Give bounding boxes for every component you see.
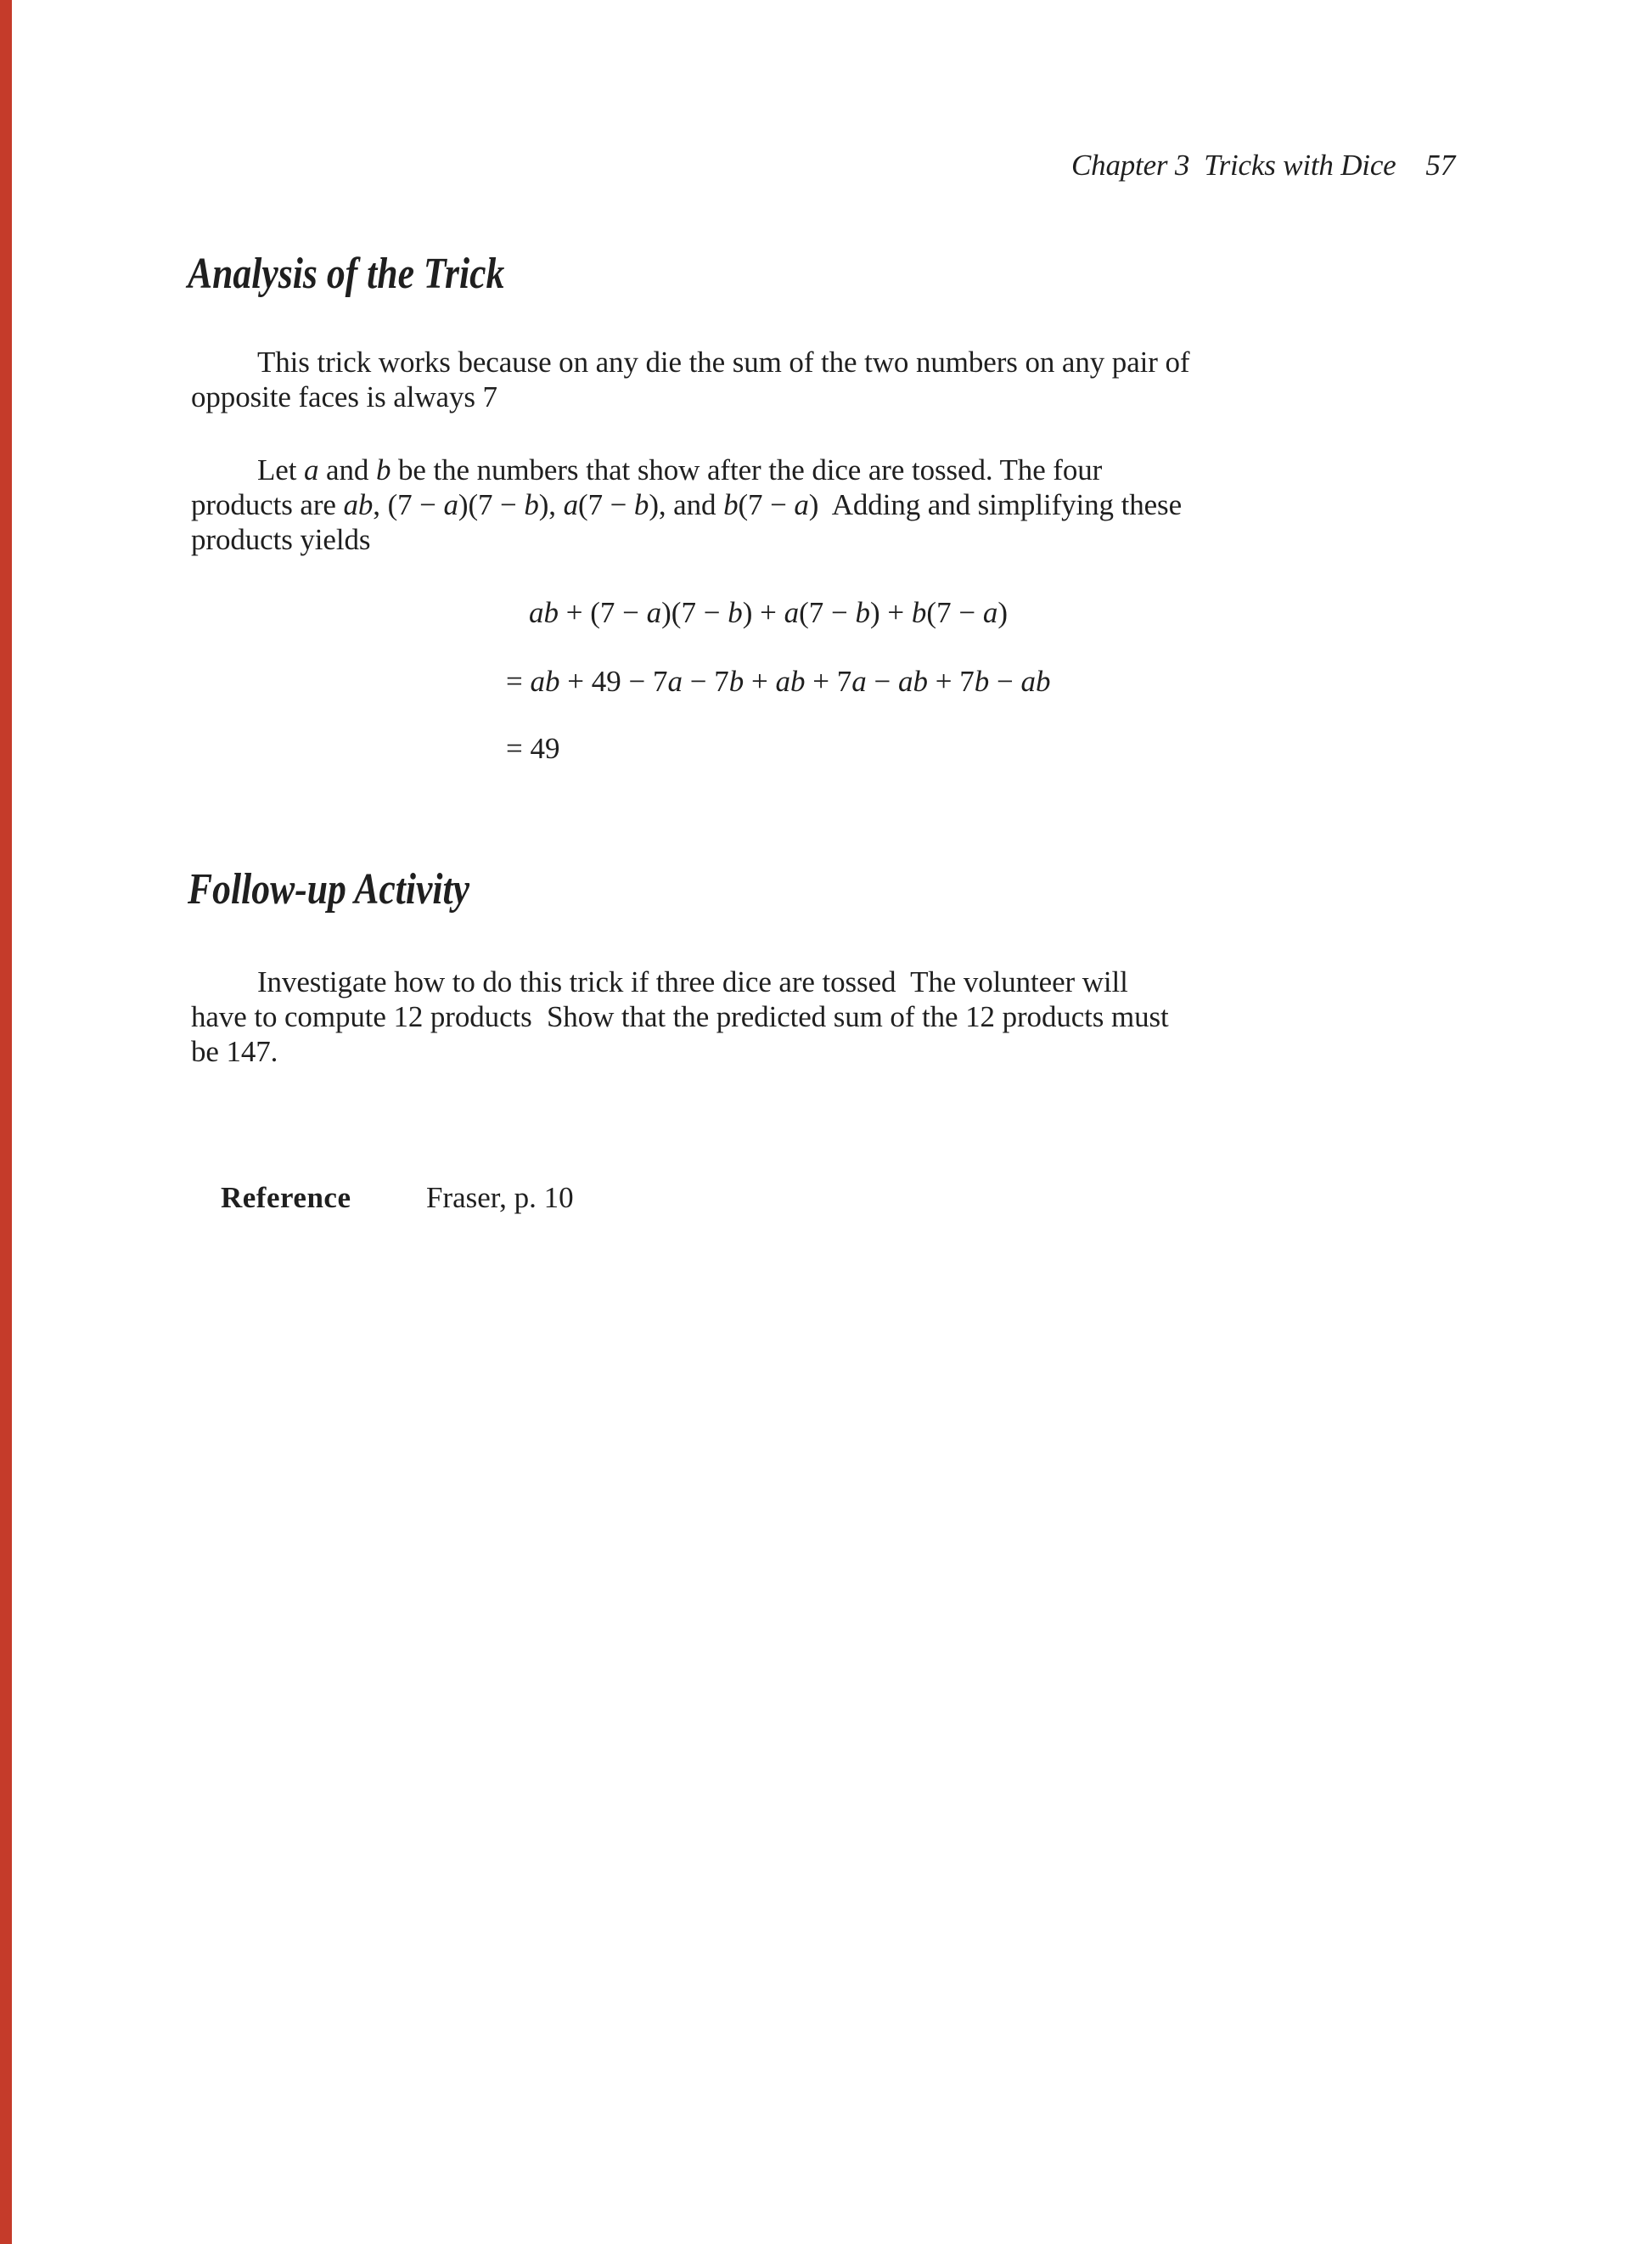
followup-paragraph	[191, 965, 1169, 1069]
analysis-paragraph-1	[191, 345, 1189, 414]
running-title: Chapter 3 Tricks with Dice	[1071, 149, 1396, 182]
paragraph-line: opposite faces is always 7	[191, 380, 497, 413]
equation-expansion: ab + (7 − a)(7 − b) + a(7 − b) + b(7 − a)	[529, 596, 1008, 629]
analysis-paragraph-2	[191, 453, 1182, 557]
book-edge-stripe	[0, 0, 12, 2244]
section-heading-followup: Follow-up Activity	[188, 865, 470, 914]
paragraph-line: This trick works because on any die the sum of the two numbers on any pair of	[257, 346, 1190, 379]
reference-label: Reference	[221, 1181, 351, 1214]
running-header	[1071, 148, 1455, 183]
reference-citation: Fraser, p. 10	[426, 1181, 574, 1214]
equation-result: = 49	[506, 732, 560, 765]
paragraph-line: Let a and b be the numbers that show after the dice are tossed. The four	[257, 453, 1103, 486]
section-heading-analysis: Analysis of the Trick	[188, 250, 505, 298]
paragraph-line: products yields	[191, 523, 371, 556]
paragraph-line: Investigate how to do this trick if three dice are tossed The volunteer will	[257, 965, 1128, 998]
paragraph-line: be 147.	[191, 1035, 278, 1068]
paragraph-line: have to compute 12 products Show that the predicted sum of the 12 products must	[191, 1000, 1169, 1033]
equation-simplified: = ab + 49 − 7a − 7b + ab + 7a − ab + 7b − ab	[506, 665, 1051, 698]
reference-row	[191, 1145, 574, 1250]
page-number: 57	[1425, 149, 1455, 182]
paragraph-line: products are ab, (7 − a)(7 − b), a(7 − b), and b(7 − a) Adding and simplifying these	[191, 488, 1183, 521]
